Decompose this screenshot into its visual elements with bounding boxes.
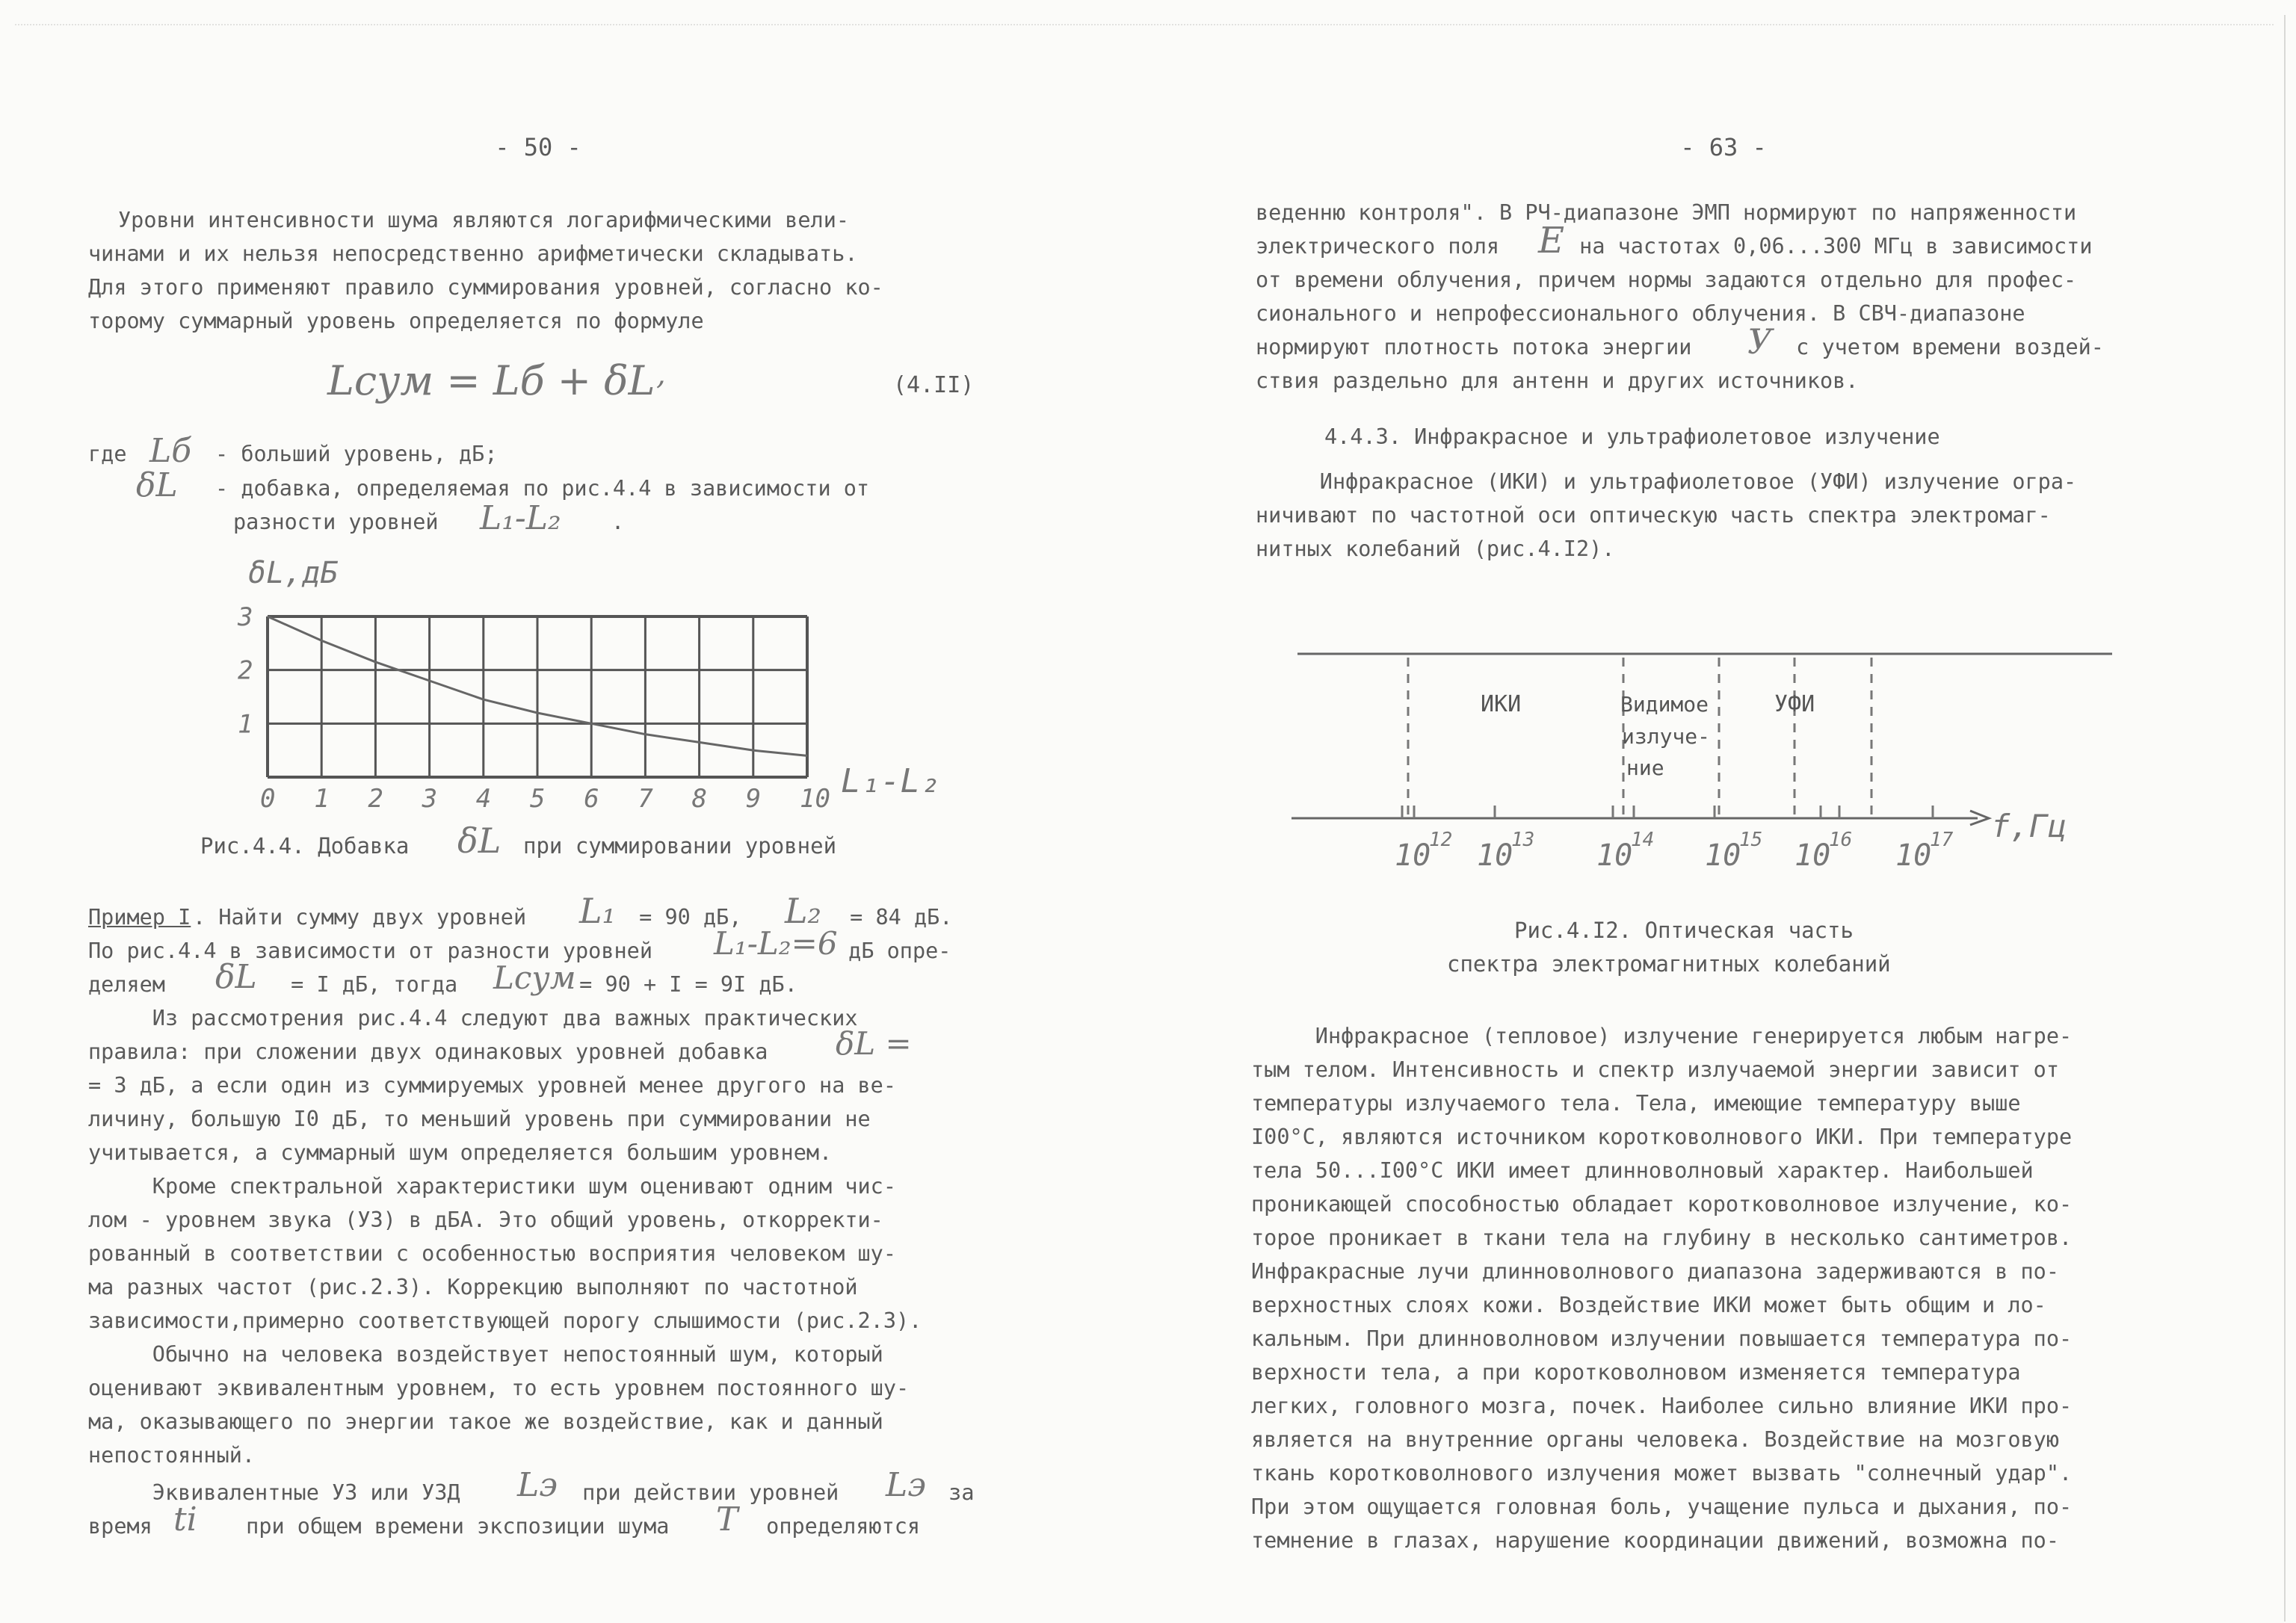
example-text: По рис.4.4 в зависимости от разности уровней bbox=[88, 939, 652, 963]
where-cont-dot: . bbox=[611, 510, 625, 534]
text-line: непостоянный. bbox=[88, 1443, 256, 1468]
text-line: оценивают эквивалентным уровнем, то есть уровнем постоянного шу- bbox=[88, 1376, 910, 1400]
text-line: Инфракрасные лучи длинноволнового диапазона задерживаются в по- bbox=[1251, 1259, 2059, 1284]
text-line: кальным. При длинноволновом излучении повышается температура по- bbox=[1251, 1326, 2073, 1351]
symbol-l1-l2-6: L₁-L₂=6 bbox=[714, 925, 838, 962]
x-tick-label: 6 bbox=[584, 784, 599, 814]
symbol-le: Lэ bbox=[886, 1466, 926, 1504]
region-label-visible: Видимое bbox=[1620, 692, 1709, 717]
symbol-l1: L₁ bbox=[579, 891, 616, 931]
data-point bbox=[375, 661, 376, 662]
text-line: проникающей способностью обладает коротковолновое излучение, ко- bbox=[1251, 1192, 2073, 1217]
tick-labels bbox=[1395, 829, 1954, 873]
symbol-le: Lэ bbox=[517, 1466, 558, 1504]
symbol-l2: L₂ bbox=[785, 891, 821, 931]
equation-number: (4.II) bbox=[893, 372, 975, 398]
region-label-ufi: УФИ bbox=[1774, 691, 1815, 717]
text-line: личину, большую I0 дБ, то меньший уровень при суммировании не bbox=[88, 1107, 871, 1131]
example-text: = 90 + I = 9I дБ. bbox=[567, 972, 797, 997]
figure-caption-suffix: при суммировании уровней bbox=[523, 833, 837, 859]
text-line: ствия раздельно для антенн и других источников. bbox=[1256, 368, 1859, 393]
text-line: с учетом времени воздей- bbox=[1783, 335, 2104, 359]
symbol-dl: δL bbox=[215, 958, 257, 996]
text-line: тым телом. Интенсивность и спектр излучаемой энергии зависит от bbox=[1251, 1057, 2059, 1082]
text-line: рованный в соответствии с особенностью восприятия человеком шу- bbox=[88, 1241, 896, 1266]
where-item: - добавка, определяемая по рис.4.4 в зависимости от bbox=[215, 476, 870, 501]
frequency-tick-exponent: 16 bbox=[1829, 829, 1853, 851]
frequency-tick-exponent: 14 bbox=[1631, 829, 1655, 851]
data-point bbox=[645, 734, 646, 735]
text-line: веденню контроля". В РЧ-диапазоне ЭМП нормируют по напряженности bbox=[1256, 200, 2077, 225]
frequency-tick-exponent: 15 bbox=[1739, 829, 1763, 851]
x-tick-label: 9 bbox=[745, 784, 762, 814]
text-line: Из рассмотрения рис.4.4 следуют два важных практических bbox=[88, 1006, 858, 1030]
text-line: за bbox=[936, 1480, 975, 1505]
figure-caption: Рис.4.I2. Оптическая часть bbox=[1514, 918, 1854, 943]
text-line: зависимости,примерно соответствующей порогу слышимости (рис.2.3). bbox=[88, 1308, 922, 1333]
region-label-iki: ИКИ bbox=[1481, 691, 1522, 717]
page-edge bbox=[2284, 15, 2290, 1622]
data-point bbox=[591, 723, 592, 724]
text-line: I00°С, являются источником коротковолнового ИКИ. При температуре bbox=[1251, 1125, 2073, 1149]
y-tick-label: 3 bbox=[238, 602, 253, 632]
symbol-lsum: Lсум bbox=[493, 959, 576, 996]
text-line: при действии уровней bbox=[570, 1480, 839, 1505]
region-label-visible: излуче- bbox=[1622, 724, 1711, 749]
frequency-tick-exponent: 13 bbox=[1511, 829, 1535, 851]
y-tick-label: 1 bbox=[238, 709, 253, 740]
section-heading: 4.4.3. Инфракрасное и ультрафиолетовое излучение bbox=[1324, 424, 1940, 449]
text-line: является на внутренние органы человека. Воздействие на мозговую bbox=[1251, 1427, 2059, 1452]
chart-fig-4-4 bbox=[0, 523, 1148, 822]
axis-label: f,Гц bbox=[1991, 808, 2067, 844]
text-line: Инфракрасное (ИКИ) и ультрафиолетовое (УФИ) излучение огра- bbox=[1256, 469, 2077, 494]
page-number: - 63 - bbox=[1680, 133, 1767, 161]
text-line: Кроме спектральной характеристики шум оценивают одним чис- bbox=[88, 1174, 896, 1199]
text-line: ма, оказывающего по энергии такое же воздействие, как и данный bbox=[88, 1409, 883, 1434]
x-tick-label: 0 bbox=[260, 784, 276, 814]
data-point bbox=[321, 640, 322, 641]
text-line: Инфракрасное (тепловое) излучение генерируется любым нагре- bbox=[1251, 1024, 2073, 1048]
data-point bbox=[699, 742, 700, 743]
formula: Lсум = Lб + δL bbox=[327, 357, 655, 404]
symbol-dl: δL bbox=[136, 466, 178, 504]
text-line: торое проникает в ткани тела на глубину в несколько сантиметров. bbox=[1251, 1225, 2073, 1250]
frequency-tick-label: 10 bbox=[1705, 838, 1741, 873]
text-line: темнение в глазах, нарушение координации движений, возможна по- bbox=[1251, 1528, 2059, 1553]
text-line: от времени облучения, причем нормы задаются отдельно для профес- bbox=[1256, 268, 2077, 292]
x-tick-label: 4 bbox=[475, 784, 492, 814]
text-line: учитывается, а суммарный шум определяется большим уровнем. bbox=[88, 1140, 833, 1165]
text-line: верхности тела, а при коротковолновом изменяется температура bbox=[1251, 1360, 2021, 1385]
symbol-dl-inline: δL = bbox=[836, 1025, 912, 1062]
figure-caption-symbol: δL bbox=[457, 820, 502, 861]
where-word: где bbox=[88, 442, 127, 466]
symbol-e: E bbox=[1538, 220, 1565, 262]
text-line: ничивают по частотной оси оптическую часть спектра электромаг- bbox=[1256, 503, 2051, 528]
text-line: электрического поля bbox=[1256, 234, 1500, 259]
x-tick-label: 3 bbox=[422, 784, 438, 814]
x-tick-label: 2 bbox=[368, 784, 383, 814]
x-tick-label: 10 bbox=[800, 784, 830, 814]
text-line: правила: при сложении двух одинаковых уровней добавка bbox=[88, 1039, 768, 1064]
region-label-visible: ние bbox=[1626, 755, 1664, 780]
symbol-t: T bbox=[716, 1500, 738, 1539]
x-tick-label: 7 bbox=[638, 784, 653, 814]
example-text: = I дБ, тогда bbox=[278, 972, 458, 997]
text-line: Эквивалентные УЗ или УЗД bbox=[88, 1480, 460, 1505]
frequency-tick-label: 10 bbox=[1395, 838, 1431, 873]
text-line: сионального и непрофессионального облучения. В СВЧ-диапазоне bbox=[1256, 301, 2025, 326]
frequency-tick-label: 10 bbox=[1895, 838, 1932, 873]
text-line: при общем времени экспозиции шума bbox=[233, 1514, 670, 1539]
y-axis-label: δL,дБ bbox=[248, 556, 339, 590]
frequency-tick-label: 10 bbox=[1794, 838, 1831, 873]
chart-grid bbox=[268, 616, 807, 777]
text-line: определяются bbox=[753, 1514, 921, 1539]
frequency-tick-label: 10 bbox=[1596, 838, 1633, 873]
text-line: Обычно на человека воздействует непостоянный шум, который bbox=[88, 1342, 883, 1367]
frequency-tick-label: 10 bbox=[1477, 838, 1513, 873]
where-item: - больший уровень, дБ; bbox=[215, 442, 498, 466]
text-line: ма разных частот (рис.2.3). Коррекцию выполняют по частотной bbox=[88, 1275, 858, 1299]
chart-x-ticks bbox=[260, 784, 830, 814]
example-text: = 90 дБ, bbox=[626, 905, 742, 930]
frequency-tick-exponent: 17 bbox=[1930, 829, 1954, 851]
text-line: нитных колебаний (рис.4.I2). bbox=[1256, 537, 1615, 561]
where-cont: разности уровней bbox=[233, 510, 439, 534]
example-text: дБ опре- bbox=[836, 939, 951, 963]
symbol-u: У bbox=[1747, 321, 1773, 362]
example-label: Пример I bbox=[88, 905, 191, 930]
symbol-lb: Lб bbox=[149, 432, 192, 470]
text-line: нормируют плотность потока энергии bbox=[1256, 335, 1692, 359]
y-tick-label: 2 bbox=[238, 655, 253, 686]
x-tick-label: 1 bbox=[314, 784, 330, 814]
data-point bbox=[483, 699, 484, 700]
spectrum-diagram bbox=[1148, 628, 2194, 874]
text-line: При этом ощущается головная боль, учащение пульса и дыхания, по- bbox=[1251, 1494, 2073, 1519]
text-line: лом - уровнем звука (УЗ) в дБА. Это общий уровень, откорректи- bbox=[88, 1208, 883, 1232]
example-text: = 84 дБ. bbox=[837, 905, 953, 930]
x-tick-label: 5 bbox=[530, 784, 546, 814]
text-line: тела 50...I00°С ИКИ имеет длинноволновый характер. Наибольшей bbox=[1251, 1158, 2034, 1183]
frequency-tick-exponent: 12 bbox=[1429, 829, 1453, 851]
text-line: чинами и их нельзя непосредственно арифметически складывать. bbox=[88, 241, 858, 266]
x-axis-label: L₁-L₂ bbox=[841, 762, 940, 800]
page-number: - 50 - bbox=[495, 133, 581, 161]
figure-caption: спектра электромагнитных колебаний bbox=[1447, 951, 1891, 977]
text-line: на частотах 0,06...300 МГц в зависимости bbox=[1567, 234, 2093, 259]
symbol-ti: ti bbox=[173, 1500, 197, 1539]
data-point bbox=[807, 755, 808, 756]
chart-y-ticks bbox=[237, 602, 253, 739]
symbol-l1-l2: L₁-L₂ bbox=[480, 499, 561, 537]
example-text: деляем bbox=[88, 972, 165, 997]
text-line: время bbox=[88, 1514, 152, 1539]
text-line: Для этого применяют правило суммирования уровней, согласно ко- bbox=[88, 275, 883, 300]
text-line: торому суммарный уровень определяется по формуле bbox=[88, 309, 704, 333]
text-line: Уровни интенсивности шума являются логарифмическими вели- bbox=[118, 208, 850, 232]
data-point bbox=[537, 713, 538, 714]
text-line: ткань коротковолнового излучения может вызвать "солнечный удар". bbox=[1251, 1461, 2073, 1486]
text-line: верхностных слоях кожи. Воздействие ИКИ может быть общим и ло- bbox=[1251, 1293, 2046, 1317]
example-text: . Найти сумму двух уровней bbox=[193, 905, 527, 930]
figure-caption-prefix: Рис.4.4. Добавка bbox=[200, 833, 410, 859]
text-line: температуры излучаемого тела. Тела, имеющие температуру выше bbox=[1251, 1091, 2021, 1116]
right-page bbox=[1148, 0, 2296, 1623]
text-line: = 3 дБ, а если один из суммируемых уровней менее другого на ве- bbox=[88, 1073, 896, 1098]
formula-comma: , bbox=[656, 357, 666, 392]
x-tick-label: 8 bbox=[691, 784, 708, 814]
text-line: легких, головного мозга, почек. Наиболее сильно влияние ИКИ про- bbox=[1251, 1394, 2073, 1418]
